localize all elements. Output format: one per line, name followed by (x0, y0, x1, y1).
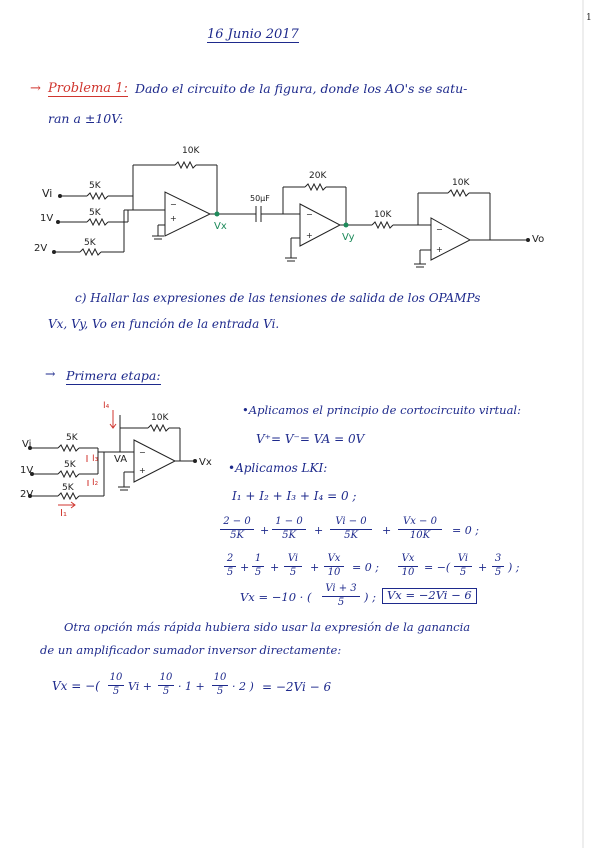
c1-input-1v: 1V (40, 213, 54, 224)
c1-r-in3-label: 5K (84, 238, 96, 248)
question-line2: Vx, Vy, Vo en función de la entrada Vi. (48, 317, 280, 331)
c1-output-vo: Vo (532, 234, 545, 245)
c2-input-2v: 2V (20, 489, 34, 500)
c2-input-vi: Vi (22, 439, 32, 450)
c1-r-in4-label: 10K (374, 210, 392, 220)
c1-r-in2-label: 5K (89, 208, 101, 218)
eq3-plus2: + (314, 524, 324, 537)
svg-text:+: + (139, 466, 146, 475)
eq4-frac2: 1 5 (252, 553, 264, 579)
eq4-frac6: Vi 5 (454, 553, 472, 579)
page-number: 1 (586, 13, 592, 23)
eq4-frac5: Vx 10 (398, 553, 418, 579)
svg-text:−: − (170, 200, 177, 209)
eq6-rhs: = −2Vi − 6 (262, 680, 332, 694)
c1-cap-label: 50µF (250, 194, 270, 203)
eq3-frac4: Vx − 0 10K (398, 516, 442, 542)
eq4-plus1: + (240, 561, 250, 574)
remark-line2: de un amplificador sumador inversor directamente: (40, 643, 342, 657)
svg-text:−: − (306, 210, 313, 219)
c1-node-vx: Vx (214, 221, 227, 232)
c2-r2-label: 5K (64, 460, 76, 470)
c1-r-fb1-label: 10K (182, 146, 200, 156)
eq4-frac7: 3 5 (492, 553, 504, 579)
c2-r-fb-label: 10K (151, 413, 169, 423)
c2-i1-label: I₁ (60, 508, 67, 519)
svg-text:+: + (306, 231, 313, 240)
c2-i2-label: I₂ (92, 478, 99, 488)
eq6-frac3: 10 5 (213, 672, 227, 697)
svg-text:+: + (436, 245, 443, 254)
c2-r3-label: 5K (62, 483, 74, 493)
eq3-plus1: + (260, 524, 270, 537)
eq4-frac3: Vi 5 (284, 553, 302, 579)
svg-text:−: − (436, 225, 443, 234)
problem-arrow: → (30, 81, 41, 96)
c2-node-va: VA (114, 454, 128, 465)
eq4-frac4: Vx 10 (324, 553, 344, 579)
remark-line1: Otra opción más rápida hubiera sido usar la expresión de la ganancia (64, 620, 471, 634)
c2-i4-label: I₄ (103, 401, 110, 411)
note-step1: •Aplicamos el principio de cortocircuito virtual: (242, 403, 521, 417)
note-eq1: V⁺= V⁻= VA = 0V (256, 432, 365, 446)
question-line1: c) Hallar las expresiones de las tensiones de salida de los OPAMPs (75, 291, 481, 305)
problem-label: Problema 1: (48, 81, 128, 96)
problem-statement-line2: ran a ±10V: (48, 111, 124, 126)
eq4-plus3: + (310, 561, 320, 574)
eq3-frac1: 2 − 0 5K (220, 516, 254, 542)
c1-r-in1-label: 5K (89, 181, 101, 191)
eq3-frac3: Vi − 0 5K (330, 516, 372, 542)
c1-input-2v: 2V (34, 243, 48, 254)
eq6-term2: · 1 + (178, 680, 205, 693)
eq4-plus2: + (270, 561, 280, 574)
eq6-lhs: Vx = −( (52, 679, 100, 693)
svg-text:+: + (170, 214, 177, 223)
problem-statement-line1: Dado el circuito de la figura, donde los AO's se satu- (135, 81, 468, 96)
eq5-frac: Vi + 3 5 (322, 583, 360, 609)
c2-r1-label: 5K (66, 433, 78, 443)
svg-text:−: − (139, 448, 146, 457)
eq4-rhs: = −( (424, 561, 451, 574)
note-step2: •Aplicamos LKI: (228, 461, 328, 475)
c2-output-vx: Vx (199, 457, 212, 468)
eq6-term3: · 2 ) (232, 680, 254, 693)
eq6-frac2: 10 5 (159, 672, 173, 697)
c1-node-vy: Vy (342, 232, 355, 243)
date-heading: 16 Junio 2017 (207, 27, 299, 42)
eq5-lhs: Vx = −10 · ( (240, 590, 312, 604)
eq4-close: ) ; (508, 561, 520, 574)
eq3-frac2: 1 − 0 5K (272, 516, 306, 542)
eq5-close: ) ; (364, 590, 377, 604)
eq3-tail: = 0 ; (452, 524, 479, 537)
eq4-plus4: + (478, 561, 488, 574)
eq5-result-box: Vx = −2Vi − 6 (382, 588, 477, 604)
eq6-frac1: 10 5 (109, 672, 123, 697)
c2-i3-label: I₃ (92, 454, 99, 464)
eq4-frac1: 2 5 (224, 553, 236, 579)
c1-r-fb2-label: 20K (309, 171, 327, 181)
c1-r-fb3-label: 10K (452, 178, 470, 188)
section-arrow: → (45, 366, 56, 381)
c1-input-vi: Vi (42, 187, 53, 200)
note-eq2: I₁ + I₂ + I₃ + I₄ = 0 ; (232, 489, 357, 503)
eq3-plus3: + (382, 524, 392, 537)
c2-input-1v: 1V (20, 465, 34, 476)
section-title: Primera etapa: (66, 368, 161, 383)
eq4-mid: = 0 ; (352, 561, 379, 574)
eq6-term1: Vi + (128, 680, 152, 693)
